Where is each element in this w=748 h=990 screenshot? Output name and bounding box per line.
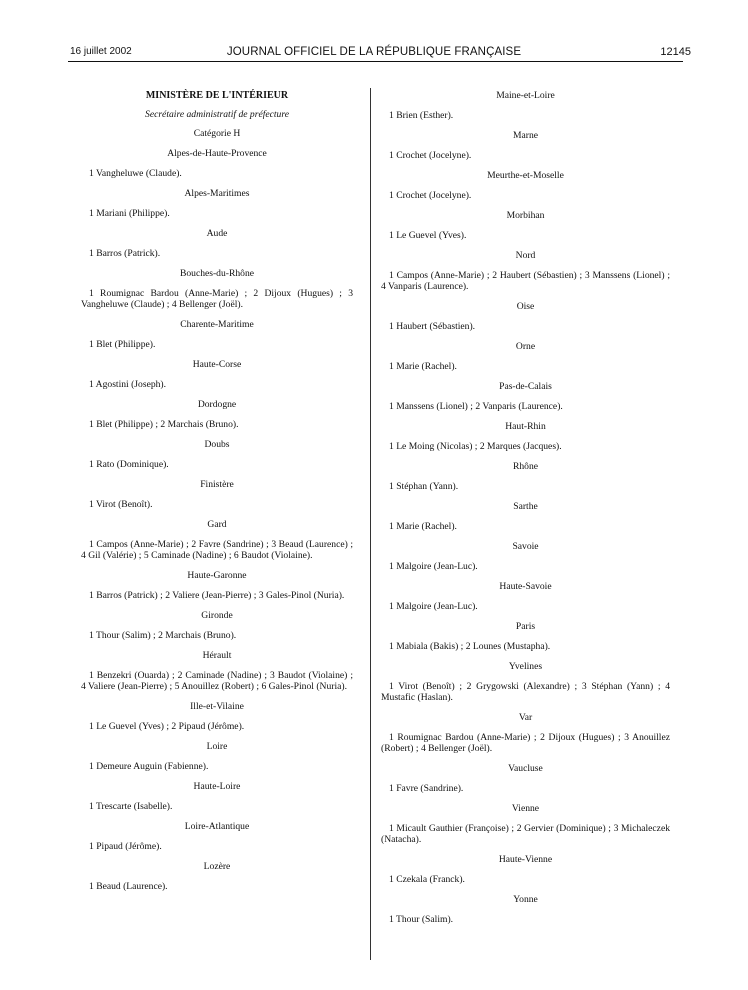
department-title: Loire-Atlantique (184, 821, 250, 832)
department-section (81, 741, 353, 772)
department-title: Haute-Garonne (187, 570, 247, 581)
department-title: Haute-Corse (192, 359, 242, 370)
ministry-heading: MINISTÈRE DE L'INTÉRIEUR (145, 90, 289, 101)
department-section (81, 399, 353, 430)
ranking-list: 1 Crochet (Jocelyne). (389, 190, 472, 201)
department-section (81, 861, 353, 892)
department-section (81, 188, 353, 219)
department-section (81, 610, 353, 641)
ranking-list: 1 Blet (Philippe). (89, 339, 156, 350)
ranking-list: 1 Thour (Salim). (389, 914, 454, 925)
ranking-list: 1 Vangheluwe (Claude). (89, 168, 182, 179)
ranking-list: 1 Virot (Benoît) ; 2 Grygowski (Alexandre) ; 3 Stéphan (Yann) ; 4 Mustafic (Haslan). (381, 681, 670, 703)
ranking-list: 1 Manssens (Lionel) ; 2 Vanparis (Laurence). (389, 401, 563, 412)
ranking-list: 1 Barros (Patrick). (89, 248, 161, 259)
ranking-list: 1 Le Guevel (Yves). (389, 230, 467, 241)
department-title: Oise (516, 301, 535, 312)
department-title: Haute-Vienne (498, 854, 553, 865)
department-section (381, 541, 670, 572)
ranking-list: 1 Roumignac Bardou (Anne-Marie) ; 2 Dijoux (Hugues) ; 3 Anouillez (Robert) ; 4 Bellenger (Joël). (381, 732, 670, 754)
column-divider (370, 88, 371, 960)
department-title: Meurthe-et-Moselle (487, 170, 564, 181)
department-section (81, 319, 353, 350)
department-section (381, 501, 670, 532)
department-title: Charente-Maritime (180, 319, 254, 330)
department-section (381, 341, 670, 372)
header-date: 16 juillet 2002 (70, 46, 132, 57)
department-title: Morbihan (506, 210, 545, 221)
header-page-number: 12145 (660, 46, 691, 58)
department-section (81, 228, 353, 259)
ranking-list: 1 Blet (Philippe) ; 2 Marchais (Bruno). (89, 419, 239, 430)
department-title: Aude (206, 228, 228, 239)
department-section (381, 803, 670, 845)
ranking-list: 1 Czekala (Franck). (389, 874, 465, 885)
department-section (381, 621, 670, 652)
ranking-list: 1 Favre (Sandrine). (389, 783, 464, 794)
ranking-list: 1 Pipaud (Jérôme). (89, 841, 162, 852)
ranking-list: 1 Crochet (Jocelyne). (389, 150, 472, 161)
department-section (81, 479, 353, 510)
department-section (81, 570, 353, 601)
department-title: Finistère (200, 479, 234, 490)
right-column (381, 90, 670, 925)
right-sections (381, 90, 670, 925)
department-title: Hérault (202, 650, 232, 661)
ranking-list: 1 Barros (Patrick) ; 2 Valiere (Jean-Pierre) ; 3 Gales-Pinol (Nuria). (89, 590, 345, 601)
secretariat-heading: Secrétaire administratif de préfecture (145, 109, 289, 120)
department-section (81, 439, 353, 470)
ranking-list: 1 Le Guevel (Yves) ; 2 Pipaud (Jérôme). (89, 721, 245, 732)
ranking-list: 1 Brien (Esther). (389, 110, 454, 121)
department-title: Dordogne (197, 399, 237, 410)
department-title: Loire (206, 741, 228, 752)
department-title: Nord (515, 250, 536, 261)
ranking-list: 1 Malgoire (Jean-Luc). (389, 561, 478, 572)
ranking-list: 1 Agostini (Joseph). (89, 379, 167, 390)
ranking-list: 1 Marie (Rachel). (389, 361, 457, 372)
department-section (381, 421, 670, 452)
category-heading: Catégorie H (193, 128, 241, 139)
department-title: Vaucluse (508, 763, 543, 774)
ranking-list: 1 Thour (Salim) ; 2 Marchais (Bruno). (89, 630, 237, 641)
department-section (381, 854, 670, 885)
department-title: Yvelines (508, 661, 543, 672)
ranking-list: 1 Stéphan (Yann). (389, 481, 459, 492)
department-section (381, 210, 670, 241)
department-title: Bouches-du-Rhône (179, 268, 255, 279)
department-section (381, 130, 670, 161)
header-title: JOURNAL OFFICIEL DE LA RÉPUBLIQUE FRANÇAISE (226, 46, 522, 58)
department-section (381, 894, 670, 925)
department-title: Ille-et-Vilaine (190, 701, 244, 712)
ranking-list: 1 Micault Gauthier (Françoise) ; 2 Gervier (Dominique) ; 3 Michaleczek (Natacha). (381, 823, 670, 845)
department-section (381, 581, 670, 612)
department-title: Savoie (512, 541, 539, 552)
ranking-list: 1 Rato (Dominique). (89, 459, 169, 470)
department-section (381, 763, 670, 794)
department-title: Doubs (204, 439, 230, 450)
department-section (81, 821, 353, 852)
department-section (381, 661, 670, 703)
department-section (381, 170, 670, 201)
department-title: Orne (515, 341, 536, 352)
ranking-list: 1 Roumignac Bardou (Anne-Marie) ; 2 Dijoux (Hugues) ; 3 Vangheluwe (Claude) ; 4 Bellenger (Joël). (81, 288, 353, 310)
ranking-list: 1 Campos (Anne-Marie) ; 2 Haubert (Sébastien) ; 3 Manssens (Lionel) ; 4 Vanparis (Laurence). (381, 270, 670, 292)
department-title: Vienne (511, 803, 540, 814)
department-section (381, 250, 670, 292)
header-rule (68, 61, 683, 62)
department-section (81, 781, 353, 812)
department-section (381, 461, 670, 492)
ranking-list: 1 Malgoire (Jean-Luc). (389, 601, 478, 612)
department-title: Haute-Loire (193, 781, 241, 792)
left-column (81, 90, 353, 892)
department-section (381, 90, 670, 121)
department-section (81, 268, 353, 310)
ranking-list: 1 Marie (Rachel). (389, 521, 457, 532)
ranking-list: 1 Virot (Benoît). (89, 499, 153, 510)
department-title: Alpes-Maritimes (184, 188, 250, 199)
ranking-list: 1 Haubert (Sébastien). (389, 321, 476, 332)
department-title: Haut-Rhin (505, 421, 546, 432)
department-title: Alpes-de-Haute-Provence (167, 148, 267, 159)
department-title: Var (518, 712, 533, 723)
department-section (381, 301, 670, 332)
department-section (81, 650, 353, 692)
ranking-list: 1 Le Moing (Nicolas) ; 2 Marques (Jacques). (389, 441, 562, 452)
department-section (81, 359, 353, 390)
department-title: Paris (515, 621, 536, 632)
left-sections (81, 148, 353, 892)
department-section (81, 148, 353, 179)
department-title: Sarthe (513, 501, 538, 512)
ranking-list: 1 Mabiala (Bakis) ; 2 Lounes (Mustapha). (389, 641, 551, 652)
department-title: Marne (512, 130, 539, 141)
department-title: Gard (207, 519, 227, 530)
ranking-list: 1 Mariani (Philippe). (89, 208, 170, 219)
ranking-list: 1 Trescarte (Isabelle). (89, 801, 173, 812)
department-title: Lozère (203, 861, 231, 872)
department-section (381, 381, 670, 412)
department-title: Maine-et-Loire (496, 90, 555, 101)
department-title: Haute-Savoie (499, 581, 552, 592)
department-title: Gironde (201, 610, 233, 621)
ranking-list: 1 Campos (Anne-Marie) ; 2 Favre (Sandrine) ; 3 Beaud (Laurence) ; 4 Gil (Valérie) ; 5 Caminade (Nadine) ; 6 Baudot (Violaine). (81, 539, 353, 561)
ranking-list: 1 Demeure Auguin (Fabienne). (89, 761, 209, 772)
department-section (81, 701, 353, 732)
ranking-list: 1 Beaud (Laurence). (89, 881, 168, 892)
ranking-list: 1 Benzekri (Ouarda) ; 2 Caminade (Nadine) ; 3 Baudot (Violaine) ; 4 Valiere (Jean-Pierre) ; 5 Anouillez (Robert) ; 6 Gales-Pinol (Nuria). (81, 670, 353, 692)
department-section (81, 519, 353, 561)
department-title: Pas-de-Calais (499, 381, 552, 392)
department-title: Yonne (513, 894, 538, 905)
department-title: Rhône (512, 461, 539, 472)
department-section (381, 712, 670, 754)
